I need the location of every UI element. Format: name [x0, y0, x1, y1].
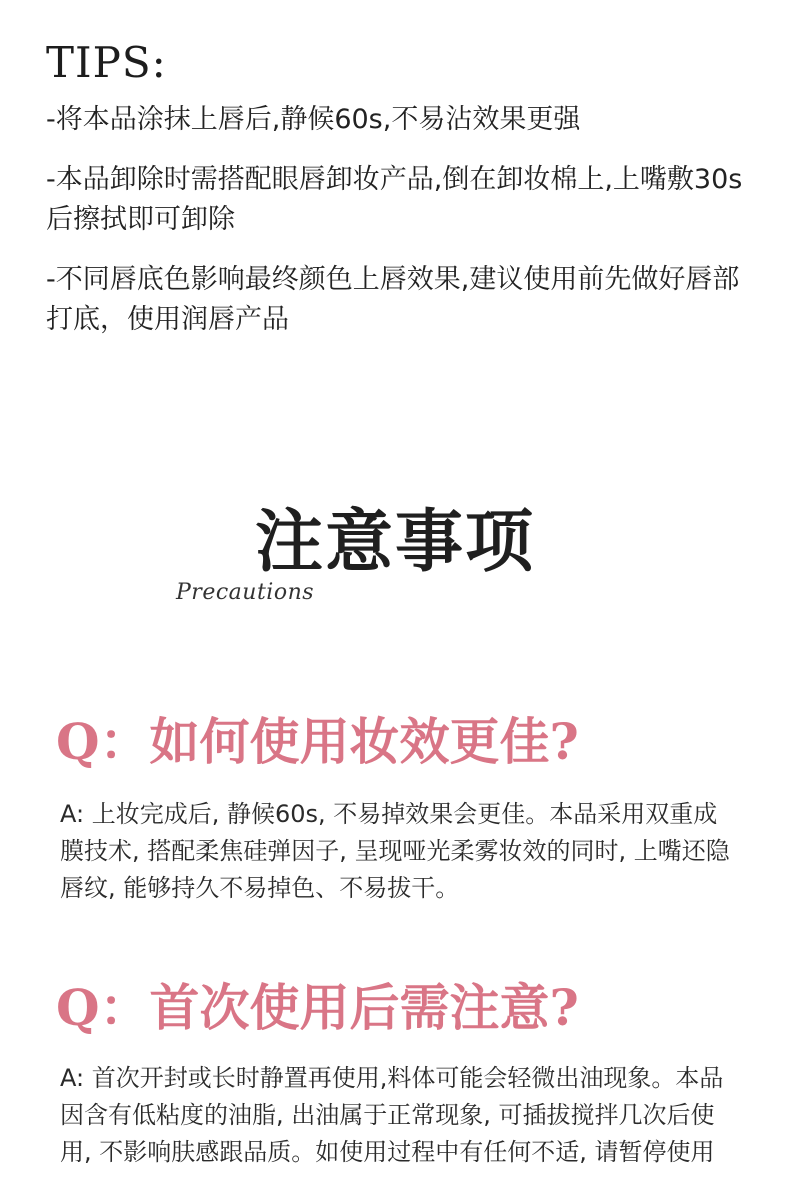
tip-item: -本品卸除时需搭配眼唇卸妆产品,倒在卸妆棉上,上嘴敷30s后擦拭即可卸除	[46, 164, 743, 235]
faq-question: Q：首次使用后需注意?	[56, 978, 579, 1037]
precautions-subtitle: Precautions	[176, 580, 315, 605]
tip-item: -不同唇底色影响最终颜色上唇效果,建议使用前先做好唇部打底，使用润唇产品	[46, 264, 740, 335]
precautions-title: 注意事项	[255, 502, 536, 582]
tips-title: TIPS:	[46, 38, 167, 87]
faq-answer: A: 首次开封或长时静置再使用,料体可能会轻微出油现象。本品因含有低粘度的油脂, 出油属于正常现象, 可插拔搅拌几次后使用, 不影响肤感跟品质。如使用过程中有任何不适, 请暂停使用	[60, 1064, 724, 1166]
tip-item: -将本品涂抹上唇后,静候60s,不易沾效果更强	[46, 104, 581, 135]
faq-question: Q：如何使用妆效更佳?	[56, 712, 579, 771]
faq-answer: A: 上妆完成后, 静候60s, 不易掉效果会更佳。本品采用双重成膜技术, 搭配柔焦硅弹因子, 呈现哑光柔雾妆效的同时, 上嘴还隐唇纹, 能够持久不易掉色、不易拔干。	[60, 800, 730, 902]
